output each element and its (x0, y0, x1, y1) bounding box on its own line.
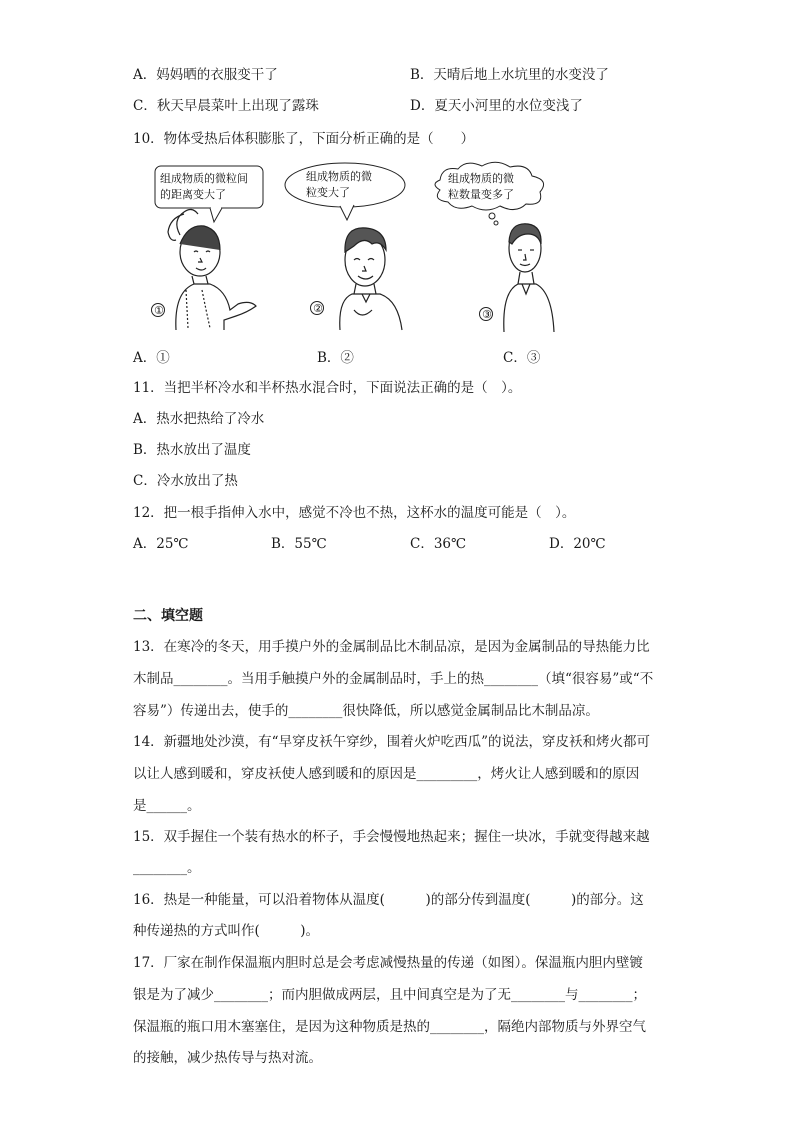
q9-option-d[interactable]: D．夏天小河里的水位变浅了 (410, 98, 583, 114)
speech-bubble-2 (285, 163, 405, 220)
bubble-1-line2: 的距离变大了 (160, 188, 226, 201)
q15-line2: ________。 (133, 860, 201, 876)
speech-bubble-1 (155, 166, 263, 222)
q10-option-b[interactable]: B．② (317, 350, 354, 366)
thought-cloud-3 (435, 162, 544, 225)
girl-figure (168, 209, 256, 330)
q12-option-a[interactable]: A．25℃ (133, 536, 189, 552)
q9-option-c[interactable]: C．秋天早晨菜叶上出现了露珠 (133, 98, 319, 114)
bubble-3-line1: 组成物质的微 (448, 172, 514, 185)
q11-option-b[interactable]: B．热水放出了温度 (133, 442, 251, 458)
q17-line3: 保温瓶的瓶口用木塞塞住，是因为这种物质是热的________，隔绝内部物质与外界空气 (133, 1019, 646, 1035)
marker-1: ① (154, 304, 164, 317)
marker-3: ③ (482, 308, 492, 321)
q14-line2: 以让人感到暖和，穿皮袄使人感到暖和的原因是_________，烤火让人感到暖和的原因 (133, 766, 640, 782)
bubble-1-line1: 组成物质的微粒间 (160, 172, 248, 185)
q12-option-d[interactable]: D．20℃ (549, 536, 606, 552)
q10-stem: 10．物体受热后体积膨胀了，下面分析正确的是（ ） (133, 131, 475, 147)
q17-line2: 银是为了减少________；而内胆做成两层，且中间真空是为了无________与________； (133, 987, 646, 1003)
q10-figure (140, 160, 570, 335)
q9-option-a[interactable]: A．妈妈晒的衣服变干了 (133, 67, 278, 83)
q16-line2: 种传递热的方式叫作( )。 (133, 923, 320, 939)
marker-2: ② (313, 302, 323, 315)
q11-option-a[interactable]: A．热水把热给了冷水 (133, 411, 265, 427)
q12-stem: 12．把一根手指伸入水中，感觉不冷也不热，这杯水的温度可能是（ ）。 (133, 505, 576, 521)
q16-line1: 16．热是一种能量，可以沿着物体从温度( )的部分传到温度( )的部分。这 (133, 892, 644, 908)
q12-option-c[interactable]: C．36℃ (410, 536, 467, 552)
q14-line1: 14．新疆地处沙漠，有“早穿皮袄午穿纱，围着火炉吃西瓜”的说法，穿皮袄和烤火都可 (133, 734, 650, 750)
man-figure (504, 224, 554, 332)
q12-option-b[interactable]: B．55℃ (271, 536, 327, 552)
bubble-2-line2: 粒变大了 (306, 186, 350, 199)
boy-figure (340, 228, 402, 330)
q13-line3: 容易”）传递出去，使手的________很快降低，所以感觉金属制品比木制品凉。 (133, 703, 599, 719)
q9-option-b[interactable]: B．天晴后地上水坑里的水变没了 (410, 67, 609, 83)
section-title-fill-in: 二、填空题 (133, 608, 203, 624)
q17-line1: 17．厂家在制作保温瓶内胆时总是会考虑减慢热量的传递（如图）。保温瓶内胆内壁镀 (133, 955, 643, 971)
bubble-2-line1: 组成物质的微 (306, 170, 372, 183)
q13-line2: 木制品________。当用手触摸户外的金属制品时，手上的热________（填“很容易”或“不 (133, 671, 654, 687)
q11-stem: 11．当把半杯冷水和半杯热水混合时，下面说法正确的是（ ）。 (133, 380, 522, 396)
q10-option-c[interactable]: C．③ (503, 350, 541, 366)
q11-option-c[interactable]: C．冷水放出了热 (133, 473, 238, 489)
bubble-3-line2: 粒数量变多了 (448, 188, 514, 201)
q14-line3: 是______。 (133, 798, 201, 814)
q15-line1: 15．双手握住一个装有热水的杯子，手会慢慢地热起来；握住一块冰，手就变得越来越 (133, 829, 650, 845)
q13-line1: 13．在寒冷的冬天，用手摸户外的金属制品比木制品凉，是因为金属制品的导热能力比 (133, 639, 650, 655)
q10-option-a[interactable]: A．① (133, 350, 170, 366)
q17-line4: 的接触，减少热传导与热对流。 (133, 1050, 322, 1066)
